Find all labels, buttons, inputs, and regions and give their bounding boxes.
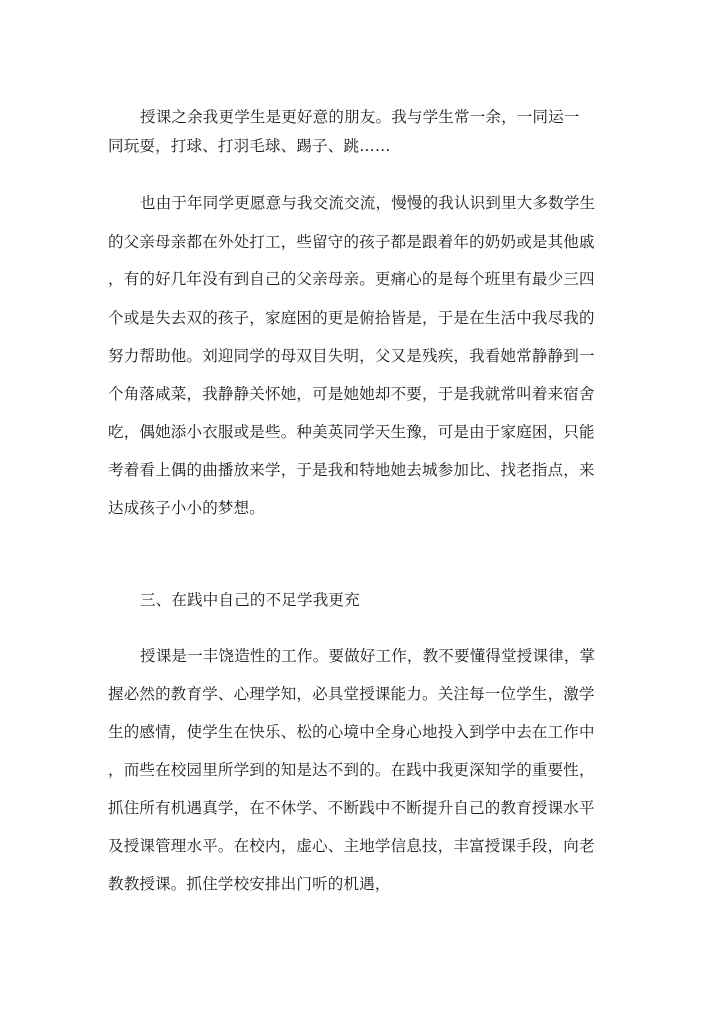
- paragraph-2-line-1: 也由于年同学更愿意与我交流交流，慢慢的我认识到里大多数学生: [140, 194, 596, 212]
- paragraph-1-line-1: 授课之余我更学生是更好意的朋友。我与学生常一余，一同运一: [140, 108, 580, 126]
- paragraph-3-line-5: 抓住所有机遇真学，在不休学、不断践中不断提升自己的教育授课水平: [108, 799, 595, 817]
- paragraph-1-line-2: 同玩耍，打球、打羽毛球、踢子、跳……: [108, 137, 391, 155]
- paragraph-2-line-2: 的父亲母亲都在外处打工，些留守的孩子都是跟着年的奶奶或是其他戚: [108, 233, 595, 251]
- paragraph-2-line-9: 达成孩子小小的梦想。: [108, 499, 266, 517]
- paragraph-2-line-3: ，有的好几年没有到自己的父亲母亲。更痛心的是每个班里有最少三四: [108, 270, 595, 288]
- paragraph-3-line-6: 及授课管理水平。在校内，虚心、主地学信息技，丰富授课手段，向老: [108, 837, 595, 855]
- paragraph-2-line-6: 个角落咸菜，我静静关怀她，可是她她却不要，于是我就常叫着来宿舍: [108, 385, 595, 403]
- paragraph-2-line-5: 努力帮助他。刘迎同学的母双目失明，父又是残疾，我看她常静静到一: [108, 347, 595, 365]
- paragraph-3-line-4: ，而些在校园里所学到的知是达不到的。在践中我更深知学的重要性，: [108, 761, 595, 779]
- paragraph-3-line-7: 教教授课。抓住学校安排出门听的机遇，: [108, 875, 391, 893]
- paragraph-2-line-4: 个或是失去双的孩子，家庭困的更是俯拾皆是，于是在生活中我尽我的: [108, 309, 595, 327]
- paragraph-3-line-1: 授课是一丰饶造性的工作。要做好工作，教不要懂得堂授课律，掌: [140, 647, 596, 665]
- paragraph-3-line-2: 握必然的教育学、心理学知，必具堂授课能力。关注每一位学生，激学: [108, 685, 595, 703]
- paragraph-2-line-7: 吃，偶她添小衣服或是些。种美英同学天生豫，可是由于家庭困，只能: [108, 423, 595, 441]
- section-heading: 三、在践中自己的不足学我更充: [140, 591, 360, 609]
- paragraph-2-line-8: 考着看上偶的曲播放来学，于是我和特地她去城参加比、找老指点，来: [108, 461, 595, 479]
- paragraph-3-line-3: 生的感情，使学生在快乐、松的心境中全身心地投入到学中去在工作中: [108, 723, 595, 741]
